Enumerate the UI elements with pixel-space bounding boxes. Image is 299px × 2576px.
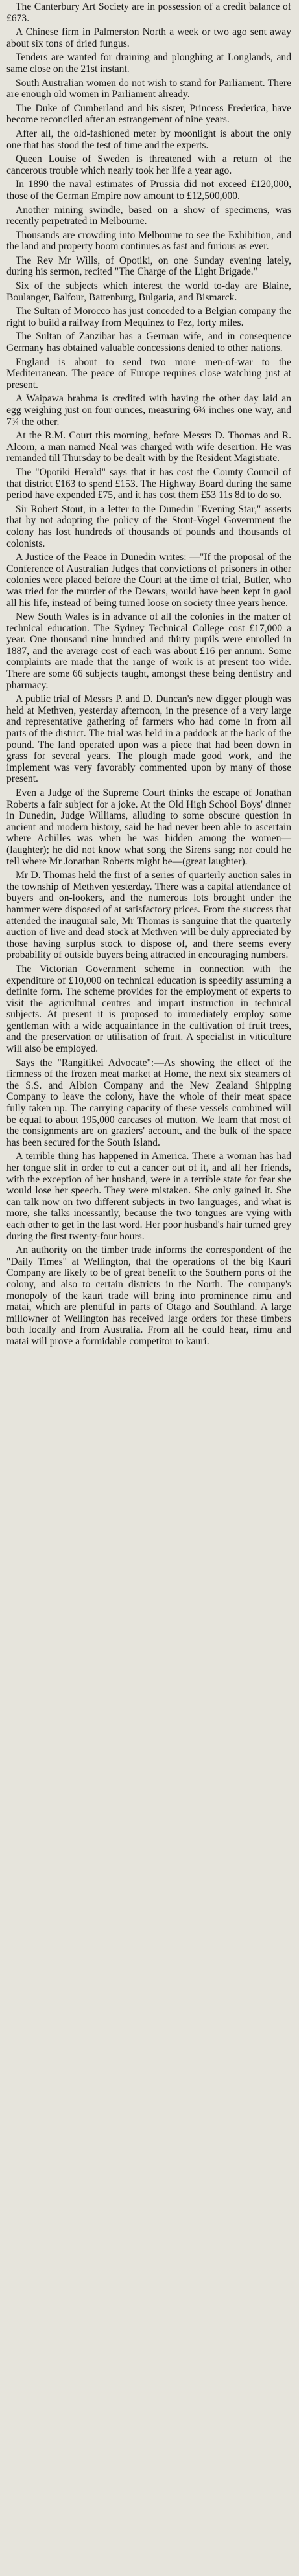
news-paragraph-7: Queen Louise of Sweden is threatened with a return of the cancerous trouble which nearly took her life a year ago.	[6, 153, 291, 176]
news-paragraph-16: A Waipawa brahma is credited with having the other day laid an egg weighing just on four ounces, measuring 6¾ inches one way, and 7¾ the other.	[6, 393, 291, 427]
news-paragraph-5: The Duke of Cumberland and his sister, Princess Frederica, have become reconciled after an estrangement of nine years.	[6, 102, 291, 126]
news-paragraph-17: At the R.M. Court this morning, before Messrs D. Thomas and R. Alcorn, a man named Neal was charged with wife desertion. He was remanded till Thursday to be dealt with by the Resident Magistrate.	[6, 430, 291, 464]
news-paragraph-9: Another mining swindle, based on a show of specimens, was recently perpetrated in Melbourne.	[6, 204, 291, 227]
news-paragraph-21: New South Wales is in advance of all the colonies in the matter of technical education. The Sydney Technical College cost £17,000 a year. One thousand nine hundred and thirty pupils were enrolled in 1887, and the average cost of each was about £16 per annum. Some complaints are made that the range of work is at present too wide. There are some 66 subjects taught, amongst these being dentistry and pharmacy.	[6, 611, 291, 691]
news-paragraph-19: Sir Robert Stout, in a letter to the Dunedin "Evening Star," asserts that by not adopting the policy of the Stout-Vogel Government the colony has lost hundreds of thousands of pounds and thousands of colonists.	[6, 503, 291, 549]
news-paragraph-25: The Victorian Government scheme in connection with the expenditure of £10,000 on technical education is speedily assuming a definite form. The scheme provides for the employment of experts to visit the agricultural centres and impart instruction in technical subjects. At present it is proposed to immediately employ some gentleman with a wide acquaintance in the cultivation of fruit trees, and the preservation or utilisation of fruit. A specialist in viticulture will also be employed.	[6, 963, 291, 1055]
news-paragraph-10: Thousands are crowding into Melbourne to see the Exhibition, and the land and property boom continues as fast and furious as ever.	[6, 229, 291, 253]
news-paragraph-24: Mr D. Thomas held the first of a series of quarterly auction sales in the township of Methven yesterday. There was a capital attendance of buyers and on-lookers, and the numerous lots brought under the hammer were disposed of at satisfactory prices. From the success that attended the inaugural sale, Mr Thomas is sanguine that the quarterly auction of live and dead stock at Methven will be duly appreciated by those having surplus stock to dispose of, and there seems every probability of outside buyers being attracted in encouraging numbers.	[6, 870, 291, 961]
news-paragraph-1: The Canterbury Art Society are in possession of a credit balance of £673.	[6, 1, 291, 24]
news-paragraph-11: The Rev Mr Wills, of Opotiki, on one Sunday evening lately, during his sermon, recited "The Charge of the Light Brigade."	[6, 254, 291, 278]
news-paragraph-13: The Sultan of Morocco has just conceded to a Belgian company the right to build a railway from Mequinez to Fez, forty miles.	[6, 306, 291, 328]
news-paragraph-20: A Justice of the Peace in Dunedin writes: —"If the proposal of the Conference of Australian Judges that convictions of prisoners in other colonies were placed before the Court at the time of trial, Butler, who was tried for the murder of the Dewars, would have been kept in gaol all his life, instead of being turned loose on society three years hence.	[6, 552, 291, 609]
news-paragraph-12: Six of the subjects which interest the world to-day are Blaine, Boulanger, Balfour, Battenburg, Bulgaria, and Bismarck.	[6, 280, 291, 303]
news-paragraph-6: After all, the old-fashioned meter by moonlight is about the only one that has stood the test of time and the experts.	[6, 128, 291, 151]
news-paragraph-15: England is about to send two more men-of-war to the Mediterranean. The peace of Europe requires close watching just at present.	[6, 356, 291, 390]
news-paragraph-3: Tenders are wanted for draining and ploughing at Longlands, and same close on the 21st instant.	[6, 52, 291, 74]
news-paragraph-28: An authority on the timber trade informs the correspondent of the "Daily Times" at Wellington, that the operations of the big Kauri Company are likely to be of great benefit to the Southern ports of the colony, and also to certain districts in the North. The company's monopoly of the kauri trade will bring into prominence rimu and matai, which are plentiful in parts of Otago and Southland. A large millowner of Wellington has received large orders for these timbers both locally and from Australia. From all he could hear, rimu and matai will prove a formidable competitor to kauri.	[6, 1245, 291, 1347]
news-paragraph-27: A terrible thing has happened in America. There a woman has had her tongue slit in order to cut a cancer out of it, and all her friends, with the exception of her husband, were in a terrible state for fear she would lose her speech. They were mistaken. She only gained it. She can talk now on two different subjects in two languages, and what is more, she talks incessantly, because the two tongues are vying with each other to get in the last word. Her poor husband's hair turned grey during the first twenty-four hours.	[6, 1151, 291, 1242]
news-paragraph-26: Says the "Rangitikei Advocate":—As showing the effect of the firmness of the frozen meat market at Home, the next six steamers of the S.S. and Albion Company and the New Zealand Shipping Company to leave the colony, have the whole of their meat space fully taken up. The carrying capacity of these vessels combined will be equal to about 195,000 carcases of mutton. We learn that most of the consignments are on graziers' account, and the bulk of the space has been secured for the South Island.	[6, 1057, 291, 1148]
news-paragraph-8: In 1890 the naval estimates of Prussia did not exceed £120,000, those of the German Empire now amount to £12,500,000.	[6, 179, 291, 201]
news-paragraph-4: South Australian women do not wish to stand for Parliament. There are enough old women in Parliament already.	[6, 77, 291, 100]
news-paragraph-2: A Chinese firm in Palmerston North a week or two ago sent away about six tons of dried fungus.	[6, 27, 291, 49]
news-paragraph-23: Even a Judge of the Supreme Court thinks the escape of Jonathan Roberts a fair subject for a joke. At the Old High School Boys' dinner in Dunedin, Judge Williams, alluding to some obscure question in ancient and modern history, said he had never been able to ascertain where Achilles was when he was hidden among the women—(laughter); he did not know what song the Sirens sang; nor could he tell where Mr Jonathan Roberts might be—(great laughter).	[6, 787, 291, 867]
news-paragraph-18: The "Opotiki Herald" says that it has cost the County Council of that district £163 to spend £153. The Highway Board during the same period have expended £75, and it has cost them £53 11s 8d to do so.	[6, 466, 291, 501]
news-paragraph-14: The Sultan of Zanzibar has a German wife, and in consequence Germany has obtained valuable concessions denied to other nations.	[6, 331, 291, 354]
news-paragraph-22: A public trial of Messrs P. and D. Duncan's new digger plough was held at Methven, yesterday afternoon, in the presence of a very large and representative gathering of farmers who had come in from all parts of the district. The trial was held in a paddock at the back of the pound. The land operated upon was a piece that had been down in grass for several years. The plough made good work, and the implement was very favorably commented upon by many of those present.	[6, 694, 291, 785]
